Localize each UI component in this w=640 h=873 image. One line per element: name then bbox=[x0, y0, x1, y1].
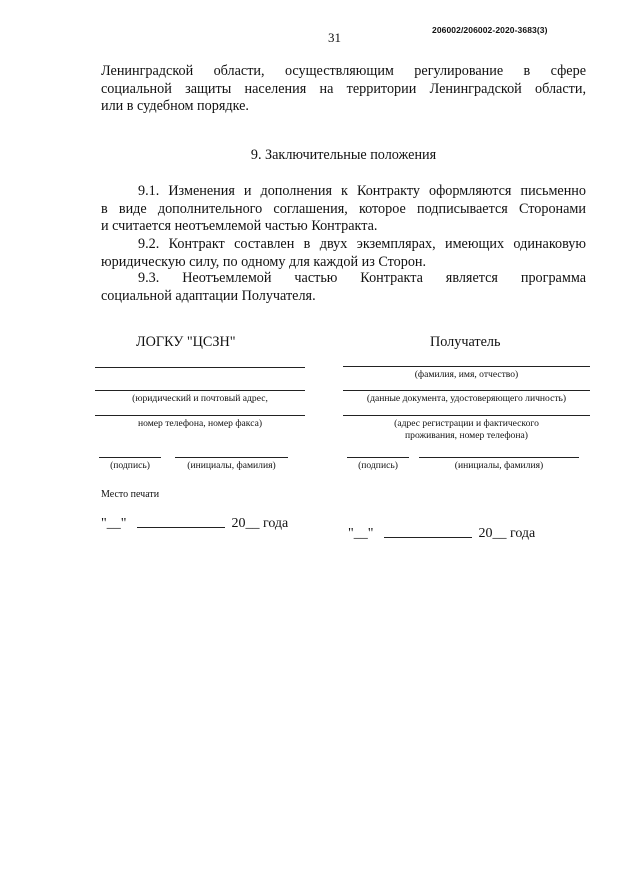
date-day-blank: "__" bbox=[101, 516, 127, 531]
left-signature-line bbox=[99, 457, 161, 458]
right-address-line bbox=[343, 415, 590, 416]
right-initials-caption: (инициалы, фамилия) bbox=[454, 460, 544, 471]
text-line: 9.1. Изменения и дополнения к Контракту оформляются письменно bbox=[138, 183, 586, 199]
right-address-caption-2: проживания, номер телефона) bbox=[405, 430, 528, 441]
date-year: 20__ года bbox=[231, 516, 289, 531]
seal-label: Место печати bbox=[101, 489, 160, 500]
left-phone-line bbox=[95, 415, 305, 416]
date-year: 20__ года bbox=[478, 526, 536, 541]
right-name-caption: (фамилия, имя, отчество) bbox=[414, 369, 519, 380]
clause-9-3 bbox=[101, 270, 586, 305]
right-signature-caption: (подпись) bbox=[358, 460, 398, 471]
text-line: 9.3. Неотъемлемой частью Контракта является программа bbox=[138, 270, 586, 286]
right-name-line bbox=[343, 366, 590, 367]
clause-9-2 bbox=[101, 236, 586, 271]
right-address-caption-1: (адрес регистрации и фактического bbox=[394, 418, 539, 429]
text-line: 9.2. Контракт составлен в двух экземплярах, имеющих одинаковую bbox=[138, 236, 586, 252]
intro-paragraph bbox=[101, 63, 586, 116]
text-line: юридическую силу, по одному для каждой из Сторон. bbox=[101, 253, 427, 270]
left-address-line bbox=[95, 390, 305, 391]
right-document-caption: (данные документа, удостоверяющего личность) bbox=[366, 393, 567, 404]
text-line: социальной адаптации Получателя. bbox=[101, 287, 316, 304]
date-month-blank bbox=[137, 527, 225, 528]
clause-9-1 bbox=[101, 183, 586, 236]
left-date bbox=[101, 516, 288, 532]
date-day-blank: "__" bbox=[348, 526, 374, 541]
left-phone-caption: номер телефона, номер факса) bbox=[137, 418, 263, 429]
left-initials-line bbox=[175, 457, 288, 458]
section-title: 9. Заключительные положения bbox=[250, 147, 437, 163]
right-party-name: Получатель bbox=[430, 334, 501, 350]
text-line: или в судебном порядке. bbox=[101, 98, 249, 114]
text-line: в виде дополнительного соглашения, которое подписывается Сторонами bbox=[101, 200, 586, 217]
right-date bbox=[348, 526, 535, 542]
document-id: 206002/206002-2020-3683(3) bbox=[432, 25, 548, 35]
text-line: и считается неотъемлемой частью Контракта. bbox=[101, 218, 378, 234]
left-name-line bbox=[95, 367, 305, 368]
right-signature-line bbox=[347, 457, 409, 458]
right-initials-line bbox=[419, 457, 579, 458]
date-month-blank bbox=[384, 537, 472, 538]
text-line: Ленинградской области, осуществляющим регулирование в сфере bbox=[101, 63, 586, 79]
left-initials-caption: (инициалы, фамилия) bbox=[187, 460, 276, 471]
left-party-name: ЛОГКУ "ЦСЗН" bbox=[136, 334, 236, 350]
left-signature-caption: (подпись) bbox=[110, 460, 150, 471]
left-address-caption: (юридический и почтовый адрес, bbox=[132, 393, 268, 404]
text-line: социальной защиты населения на территории Ленинградской области, bbox=[101, 80, 586, 97]
page-number: 31 bbox=[328, 30, 341, 45]
right-document-line bbox=[343, 390, 590, 391]
